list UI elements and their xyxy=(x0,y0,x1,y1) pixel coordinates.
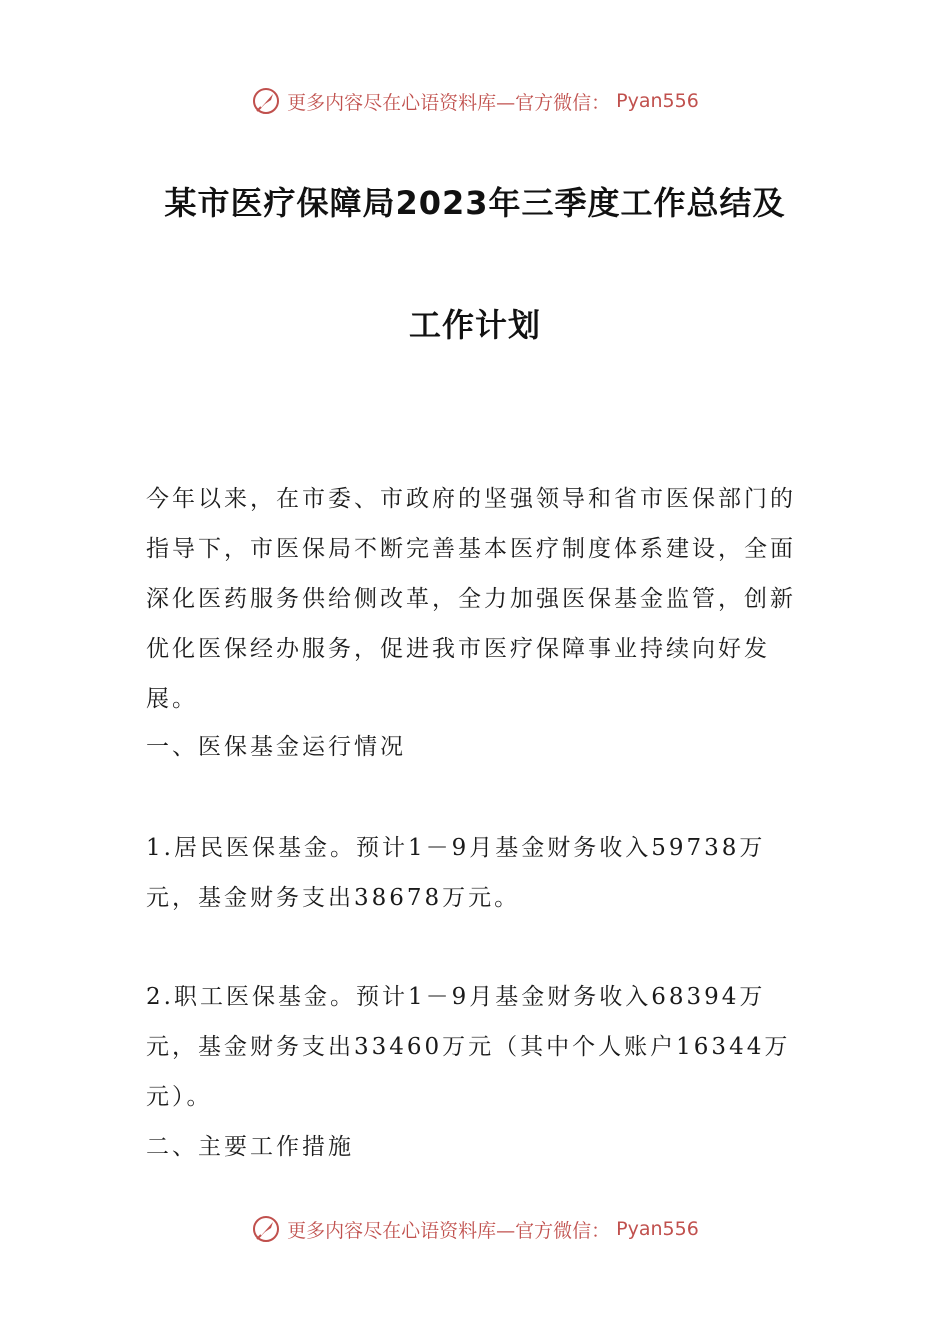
footer-watermark xyxy=(0,1214,950,1244)
list-item-employee-fund: 2.职工医保基金。预计1－9月基金财务收入68394万元，基金财务支出33460万元（其中个人账户16344万元）。 xyxy=(146,984,791,1110)
intro-paragraph: 今年以来，在市委、市政府的坚强领导和省市医保部门的指导下，市医保局不断完善基本医疗制度体系建设，全面深化医药服务供给侧改革，全力加强医保基金监管，创新优化医保经办服务，促进我市医疗保障事业持续向好发展。 xyxy=(146,486,796,712)
document-title-line-2: 工作计划 xyxy=(408,306,541,344)
watermark-text: 更多内容尽在心语资料库—官方微信： xyxy=(287,1219,611,1242)
list-item-resident-fund: 1.居民医保基金。预计1－9月基金财务收入59738万元，基金财务支出38678万元。 xyxy=(146,835,766,911)
section-heading-fund-operation: 一、医保基金运行情况 xyxy=(146,734,406,760)
watermark-text: 更多内容尽在心语资料库—官方微信： xyxy=(287,91,611,114)
section-heading-main-measures: 二、主要工作措施 xyxy=(146,1134,354,1160)
watermark-wechat-id: Pyan556 xyxy=(616,90,699,112)
document-title-line-1: 某市医疗保障局2023年三季度工作总结及 xyxy=(164,184,786,222)
quill-pen-logo-icon xyxy=(251,86,281,116)
quill-pen-logo-icon xyxy=(251,1214,281,1244)
header-watermark xyxy=(0,86,950,116)
watermark-wechat-id: Pyan556 xyxy=(616,1218,699,1240)
